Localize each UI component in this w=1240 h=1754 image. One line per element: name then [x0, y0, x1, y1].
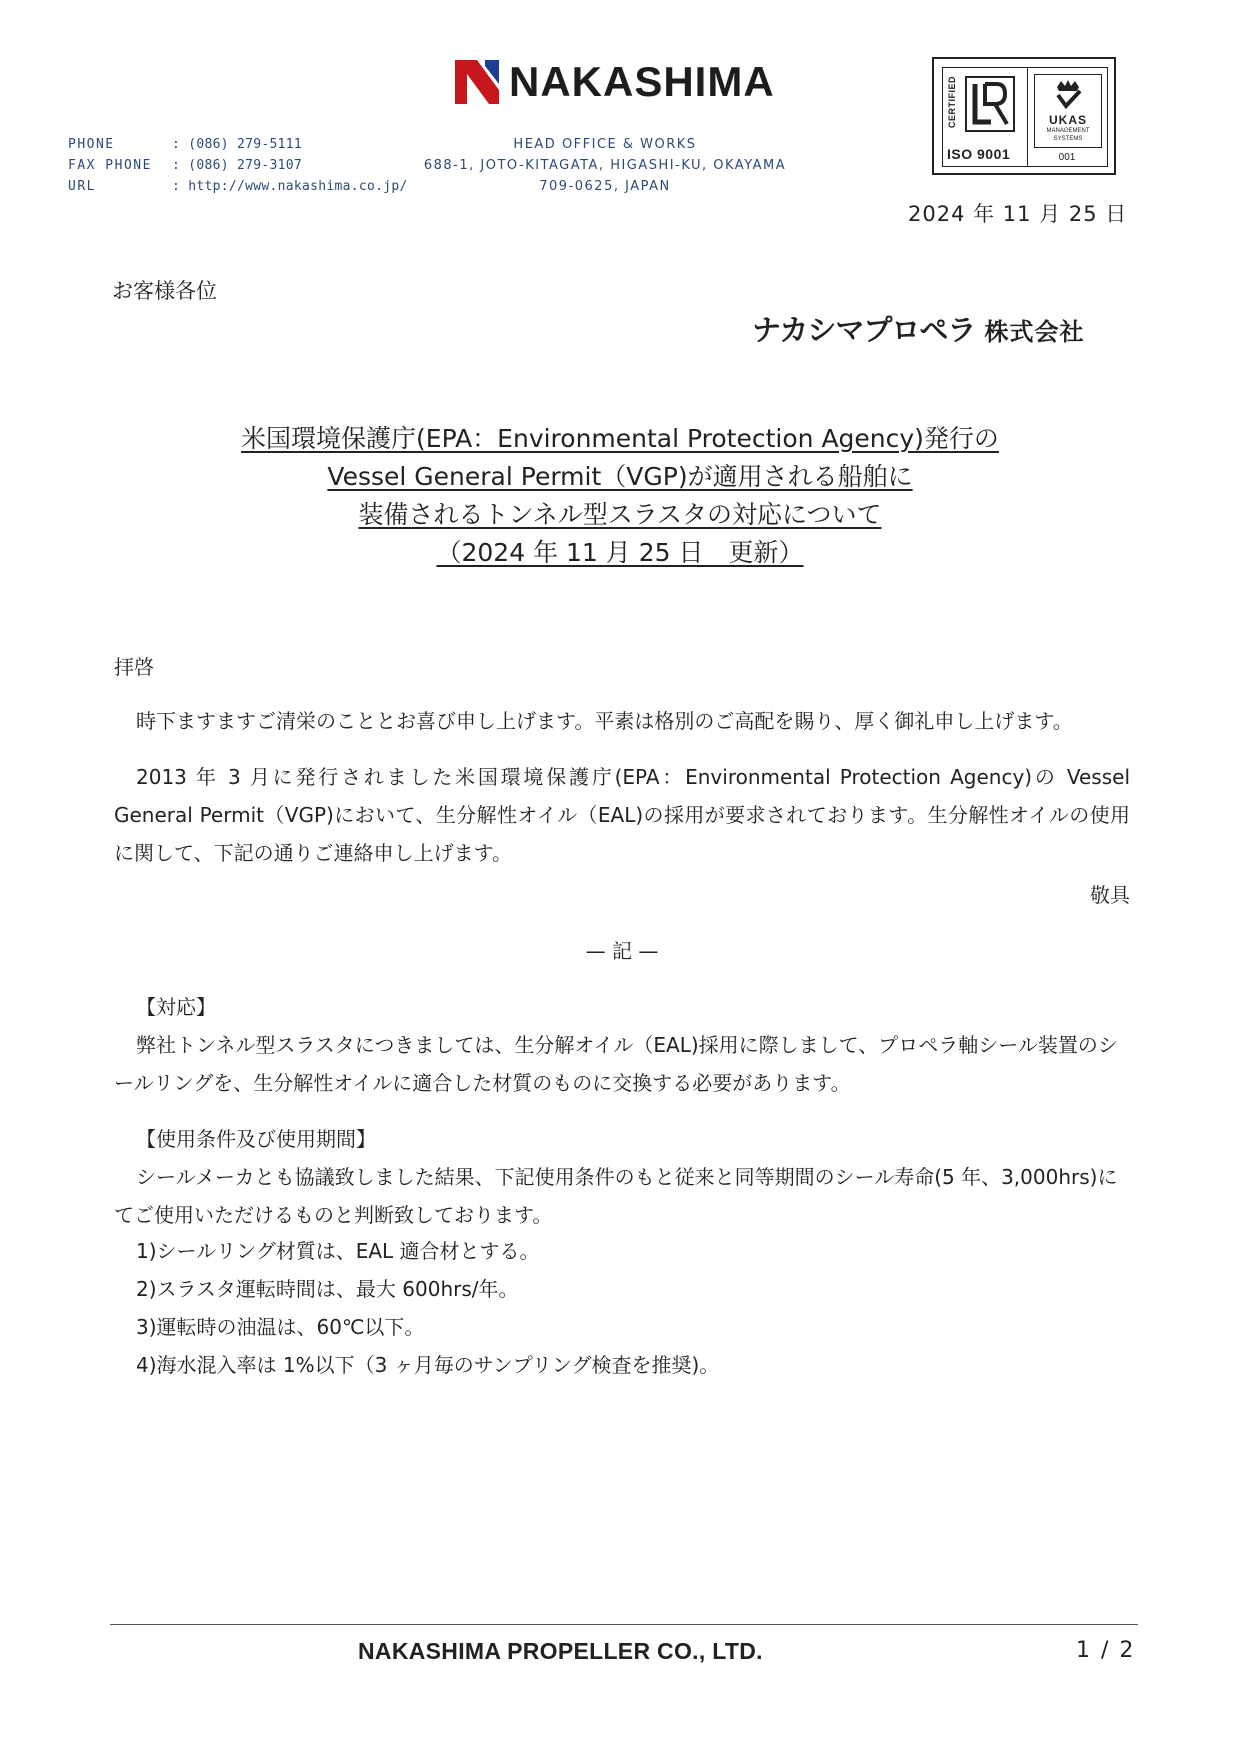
nakashima-logo-icon: [455, 60, 499, 104]
contact-value: : (086) 279-5111: [172, 137, 303, 152]
office-address: [400, 134, 810, 197]
title-line-3: 装備されるトンネル型スラスタの対応について: [358, 500, 882, 529]
condition-item: 1)シールリング材質は、EAL 適合材とする。: [136, 1239, 540, 1263]
condition-item: 3)運転時の油温は、60℃以下。: [136, 1315, 425, 1339]
lloyds-register-mark: [943, 68, 1028, 166]
contact-row-phone: [68, 134, 408, 155]
paragraph-1: 時下ますますご清栄のこととお喜び申し上げます。平素は格別のご高配を賜り、厚く御礼申し上げます。: [136, 709, 1073, 733]
conditions-list: [136, 1232, 1126, 1384]
certified-label: CERTIFIED: [947, 76, 957, 129]
ukas-box: [1034, 74, 1102, 148]
contact-row-fax: [68, 155, 408, 176]
contact-label: PHONE: [68, 137, 115, 152]
iso-label: ISO 9001: [947, 146, 1011, 162]
title-line-2: Vessel General Permit（VGP)が適用される船舶に: [327, 462, 913, 491]
condition-item: 2)スラスタ運転時間は、最大 600hrs/年。: [136, 1277, 519, 1301]
contact-label: URL: [68, 179, 96, 194]
section-1-heading: 【対応】: [136, 995, 216, 1019]
contact-label: FAX PHONE: [68, 158, 152, 173]
footer-divider: [110, 1624, 1138, 1625]
contact-info: [68, 134, 408, 197]
section-1-text: 弊社トンネル型スラスタにつきましては、生分解オイル（EAL)採用に際しまして、プロペラ軸シール装置のシールリングを、生分解性オイルに適合した材質のものに交換する必要があります。: [114, 1033, 1118, 1095]
title-line-1: 米国環境保護庁(EPA：Environmental Protection Agency)発行の: [241, 424, 999, 453]
office-line-1: HEAD OFFICE & WORKS: [513, 137, 697, 152]
paragraph-2: 2013 年 3 月に発行されました米国環境保護庁(EPA：Environmental Protection Agency)の Vessel General Permit（VGP)において、生分解性オイル（EAL)の採用が要求されております。生分解性オイルの使用に関して、下記の通りご連絡申し上げます。: [114, 765, 1130, 865]
ukas-number: 001: [1058, 152, 1076, 163]
company-logo: [455, 58, 775, 106]
contact-value: : (086) 279-3107: [172, 158, 303, 173]
ukas-label: UKAS: [1048, 113, 1087, 127]
condition-item: 4)海水混入率は 1%以下（3 ヶ月毎のサンプリング検査を推奨)。: [136, 1353, 720, 1377]
lr-logo-icon: [965, 76, 1015, 132]
document-date: 2024 年 11 月 25 日: [908, 202, 1128, 226]
office-line-3: 709-0625, JAPAN: [539, 179, 671, 194]
sender-company: [752, 308, 1085, 349]
document-title: [180, 420, 1060, 572]
certification-inner: [942, 67, 1108, 167]
ukas-mark: [1028, 68, 1107, 166]
office-line-2: 688-1, JOTO-KITAGATA, HIGASHI-KU, OKAYAMA: [423, 158, 787, 173]
contact-value: : http://www.nakashima.co.jp/: [172, 179, 408, 194]
page-number: 1 / 2: [1076, 1638, 1136, 1663]
addressee: お客様各位: [112, 279, 217, 303]
certification-badge: [932, 57, 1116, 175]
title-line-4: （2024 年 11 月 25 日 更新）: [436, 538, 804, 567]
contact-row-url: [68, 176, 408, 197]
section-2-heading: 【使用条件及び使用期間】: [136, 1127, 376, 1151]
greeting: 拝啓: [114, 655, 154, 679]
closing: 敬具: [1090, 883, 1130, 907]
footer-company: NAKASHIMA PROPELLER CO., LTD.: [358, 1638, 763, 1664]
logo-text: NAKASHIMA: [509, 58, 775, 105]
crown-check-icon: [1051, 79, 1085, 109]
section-2-text: シールメーカとも協議致しました結果、下記使用条件のもと従来と同等期間のシール寿命(5 年、3,000hrs)にてご使用いただけるものと判断致しております。: [114, 1165, 1118, 1227]
sender-company-suffix: 株式会社: [984, 318, 1085, 346]
ukas-sub1: MANAGEMENT: [1046, 128, 1090, 134]
sender-company-name: ナカシマプロペラ: [752, 313, 976, 347]
ukas-sub2: SYSTEMS: [1053, 136, 1083, 142]
ki-heading: — 記 —: [585, 939, 659, 963]
